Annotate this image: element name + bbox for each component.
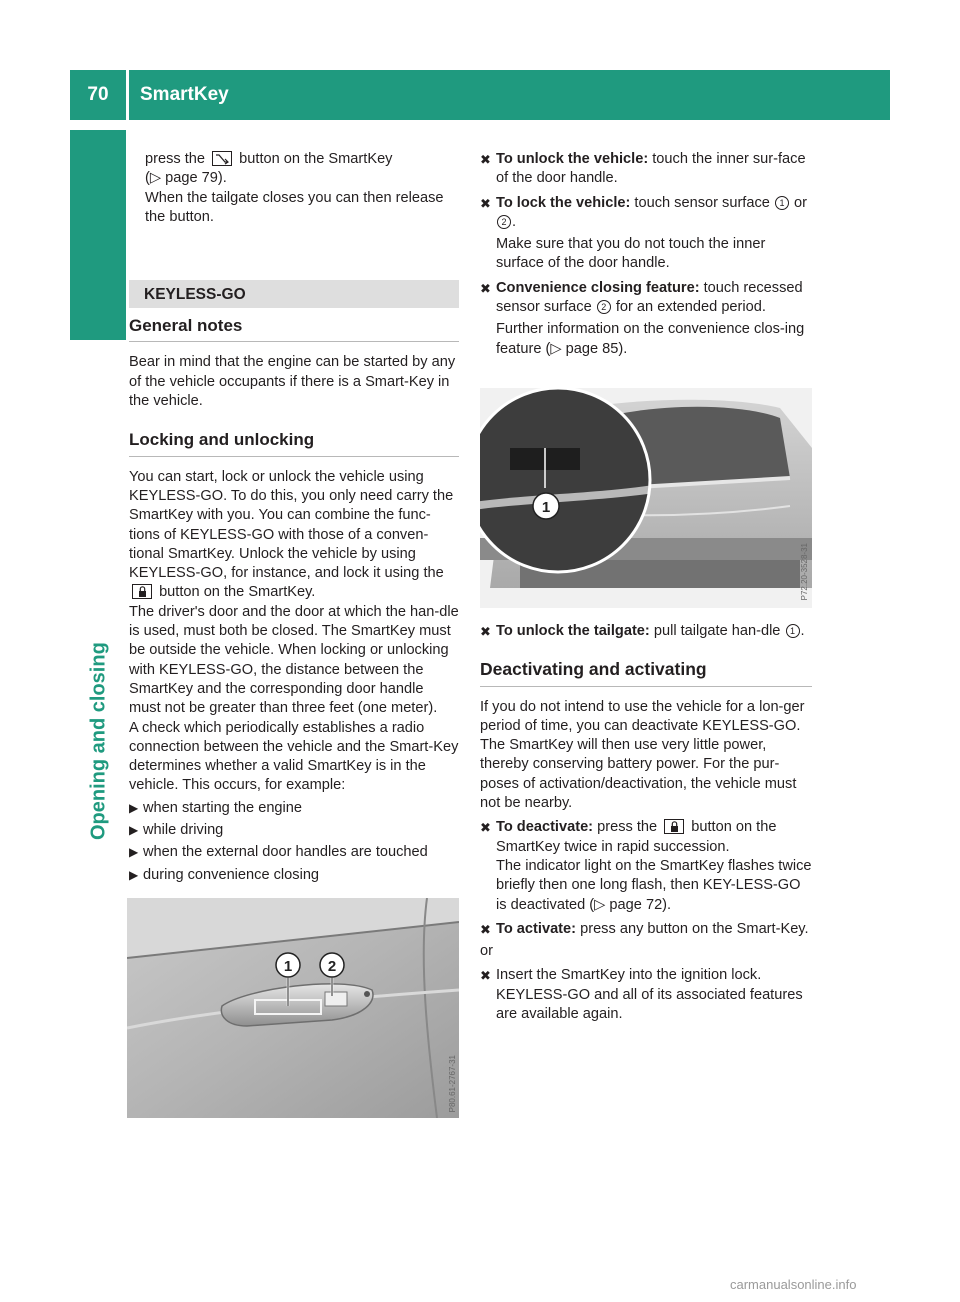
marker-1-icon: 1 [786,624,800,638]
deactivating-activating-heading: Deactivating and activating [480,660,812,686]
intro-part-1: press the [145,151,206,167]
section-tab-block [70,130,126,340]
deactivate-note: The indicator light on the SmartKey flashes twice briefly then one long flash, then KEY-LESS-GO is deactivated (▷ page 72). [496,857,812,913]
general-notes-text: Bear in mind that the engine can be started by any of the vehicle occupants if there is a Smart-Key in the vehicle. [129,354,456,410]
fig-marker-2: 2 [327,958,337,975]
step-unlock-vehicle: ✖︎ To unlock the vehicle: touch the inner sur-face of the door handle. [480,151,806,187]
fig-marker-1: 1 [283,958,293,975]
fig-marker-1: 1 [541,499,551,516]
keyless-go-heading: KEYLESS-GO [129,280,459,308]
insert-note: KEYLESS-GO and all of its associated features are available again. [496,986,803,1023]
list-item: ▶︎ during convenience closing [129,866,459,885]
step-arrow-icon: ✖︎ [480,921,491,937]
figure-code: P72.20-3528-31 [800,542,809,600]
step-arrow-icon: ✖︎ [480,195,491,211]
step-arrow-icon: ✖︎ [480,820,491,836]
intro-part-2: button on the SmartKey [239,151,393,167]
list-item: ▶︎ when starting the engine [129,799,459,818]
bullet-icon: ▶︎ [129,800,139,815]
locking-p1-text: You can start, lock or unlock the vehicle using KEYLESS-GO. To do this, you only need carry the SmartKey with you. You can combine the func-tions of KEYLESS-GO with those of a conven-tional SmartKey. Unlock the vehicle by using KEYLESS-GO, for instance, and lock it using the [129,468,454,582]
intro-page-ref[interactable]: (▷ page 79). [145,170,227,187]
locking-paragraph-3: A check which periodically establishes a radio connection between the vehicle and the Smart-Key determines whether a valid SmartKey is in the vehicle. This occurs, for example: [129,719,459,794]
lock-icon [132,584,152,599]
or-text: or [480,943,493,960]
step-insert-key: ✖︎ Insert the SmartKey into the ignition lock. KEYLESS-GO and all of its associated features are available again. [480,966,812,1024]
left-column [129,150,459,885]
deactivating-text: If you do not intend to use the vehicle for a lon-ger period of time, you can deactivate KEYLESS-GO. The SmartKey will then use very little power, thereby conserving battery power. For the pur-poses of activation/deactivation, the vehicle must not be nearby. [480,698,805,812]
watermark: carmanualsonline.info [730,1277,857,1292]
step-activate: ✖︎ To activate: press any button on the Smart-Key. [480,920,812,939]
lock-icon [664,819,684,834]
step-unlock-tailgate: ✖︎ To unlock the tailgate: pull tailgate han-dle 1 . [480,622,812,641]
step-deactivate: ✖︎ To deactivate: press the button on the SmartKey twice in rapid succession. The indicator light on the SmartKey flashes twice briefly then one long flash, then KEY-LESS-GO is deactivated (▷ page 72). [480,818,812,914]
intro-text [129,150,459,227]
right-column [480,150,812,359]
locking-unlocking-heading: Locking and unlocking [129,430,459,456]
intro-part-4: When the tailgate closes you can then release the button. [145,189,444,225]
marker-2-icon: 2 [597,300,611,314]
page-number: 70 [70,70,126,120]
figure-code: P80.61-2767-31 [448,1054,457,1112]
tailgate-figure [480,388,812,608]
marker-1-icon: 1 [775,196,789,210]
list-item: ▶︎ when the external door handles are touched [129,843,459,862]
bullet-icon: ▶︎ [129,845,139,860]
tailgate-key-icon [212,151,232,166]
step-arrow-icon: ✖︎ [480,152,491,167]
section-label: Opening and closing [87,642,110,840]
general-notes-heading: General notes [129,316,459,342]
locking-paragraph-2: The driver's door and the door at which the han-dle is used, must both be closed. The SmartKey must be outside the vehicle. When locking or unlocking with KEYLESS-GO, the distance between the SmartKey and the corresponding door handle must not be greater than three feet (one meter). [129,603,459,717]
locking-p1-text-b: button on the SmartKey. [159,584,316,601]
bullet-icon: ▶︎ [129,823,139,838]
locking-paragraph-1 [129,468,459,603]
bullet-icon: ▶︎ [129,867,139,882]
page-title: SmartKey [129,70,890,120]
right-column-lower [480,622,812,1024]
step-arrow-icon: ✖︎ [480,280,491,296]
lock-vehicle-note: Make sure that you do not touch the inner surface of the door handle. [496,236,766,272]
marker-2-icon: 2 [497,215,511,229]
step-arrow-icon: ✖︎ [480,624,491,639]
step-arrow-icon: ✖︎ [480,968,491,984]
step-lock-vehicle: ✖︎ To lock the vehicle: touch sensor surface 1 or 2 . Make sure that you do not touch the inner surface of the door handle. [480,194,812,274]
list-item: ▶︎ while driving [129,821,459,840]
step-convenience-closing: ✖︎ Convenience closing feature: touch recessed sensor surface 2 for an extended period. Further information on the convenience clos-ing feature (▷ page 85). [480,279,812,359]
door-handle-figure [127,898,459,1118]
convenience-note: Further information on the convenience clos-ing feature (▷ page 85). [496,321,805,357]
